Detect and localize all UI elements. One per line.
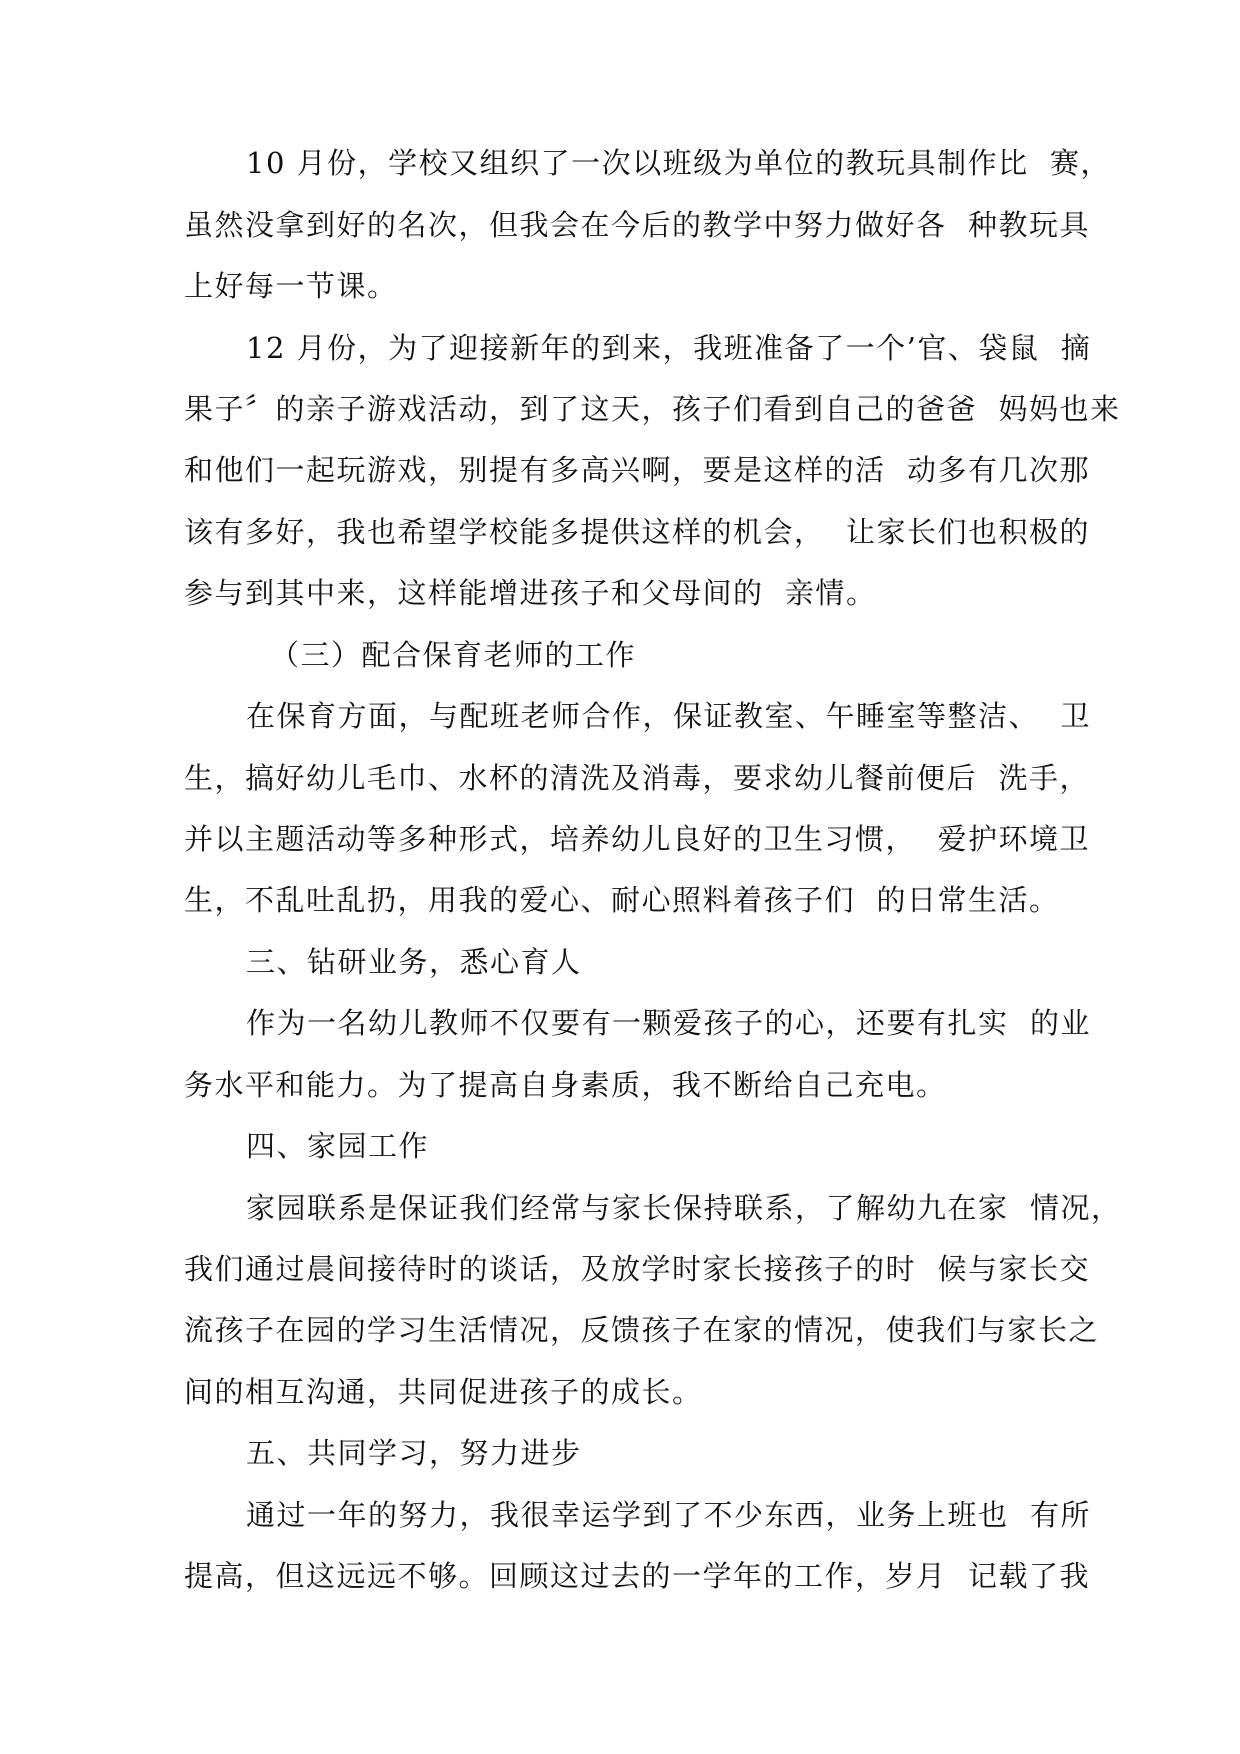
paragraph-2-line-2: 果子〞的亲子游戏活动，到了这天，孩子们看到自己的爸爸 妈妈也来 <box>184 392 1121 426</box>
paragraph-2-line-3: 和他们一起玩游戏，别提有多高兴啊，要是这样的活 动多有几次那 <box>184 453 1090 487</box>
section-heading-research: 三、钻研业务，悉心育人 <box>246 945 582 979</box>
paragraph-1-line-2: 虽然没拿到好的名次，但我会在今后的教学中努力做好各 种教玩具 <box>184 208 1090 242</box>
paragraph-5-line-2: 我们通过晨间接待时的谈话，及放学时家长接孩子的时 候与家长交 <box>184 1252 1090 1286</box>
paragraph-4-line-1: 作为一名幼儿教师不仅要有一颗爱孩子的心，还要有扎实 的业 <box>246 1006 1091 1040</box>
paragraph-6-line-2: 提高，但这远远不够。回顾这过去的一学年的工作，岁月 记载了我 <box>184 1559 1090 1593</box>
paragraph-5-line-1: 家园联系是保证我们经常与家长保持联系，了解幼九在家 情况， <box>246 1191 1122 1225</box>
paragraph-3-line-1: 在保育方面，与配班老师合作，保证教室、午睡室等整洁、 卫 <box>246 699 1091 733</box>
paragraph-3-line-4: 生，不乱吐乱扔，用我的爱心、耐心照料着孩子们 的日常生活。 <box>184 883 1060 917</box>
paragraph-4-line-2: 务水平和能力。为了提高自身素质，我不断给自己充电。 <box>184 1068 947 1102</box>
paragraph-5-line-4: 间的相互沟通，共同促进孩子的成长。 <box>184 1375 703 1409</box>
paragraph-6-line-1: 通过一年的努力，我很幸运学到了不少东西，业务上班也 有所 <box>246 1498 1091 1532</box>
paragraph-3-line-2: 生，搞好幼儿毛巾、水杯的清洗及消毒，要求幼儿餐前便后 洗手， <box>184 761 1090 795</box>
section-heading-home-school: 四、家园工作 <box>246 1129 430 1163</box>
section-heading-learning: 五、共同学习，努力进步 <box>246 1436 582 1470</box>
paragraph-3-line-3: 并以主题活动等多种形式，培养幼儿良好的卫生习惯， 爱护环境卫 <box>184 822 1090 856</box>
paragraph-2-line-5: 参与到其中来，这样能增进孩子和父母间的 亲情。 <box>184 576 877 610</box>
paragraph-2-line-1: 12 月份，为了迎接新年的到来，我班准备了一个’官、袋鼠 摘 <box>246 331 1092 365</box>
paragraph-1-line-3: 上好每一节课。 <box>184 269 398 303</box>
section-heading-3: （三）配合保育老师的工作 <box>270 638 637 672</box>
paragraph-1-line-1: 10 月份，学校又组织了一次以班级为单位的教玩具制作比 赛， <box>246 146 1112 180</box>
paragraph-2-line-4: 该有多好，我也希望学校能多提供这样的机会， 让家长们也积极的 <box>184 515 1090 549</box>
paragraph-5-line-3: 流孩子在园的学习生活情况，反馈孩子在家的情况，使我们与家长之 <box>184 1313 1100 1347</box>
